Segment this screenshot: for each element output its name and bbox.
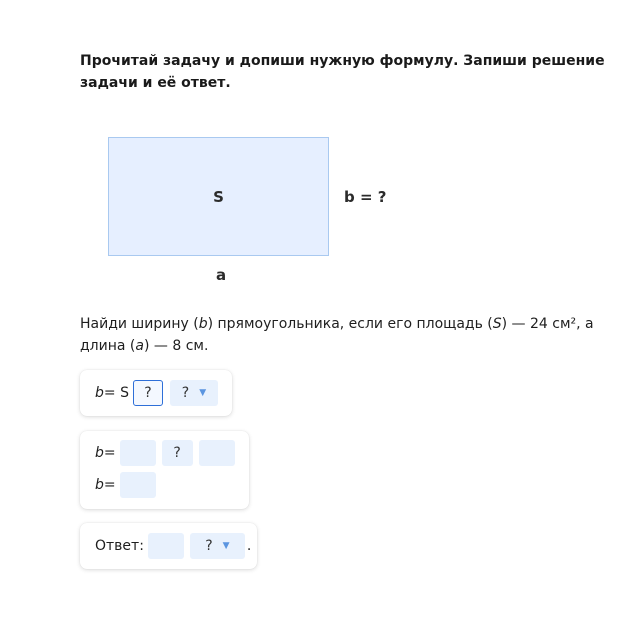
problem-text: ) — 8 см. xyxy=(143,338,209,354)
problem-var-a: a xyxy=(135,338,144,354)
answer-label: Ответ: xyxy=(95,538,144,554)
problem-var-s: S xyxy=(492,316,502,332)
problem-text: ) прямоугольника, если его площадь ( xyxy=(207,316,493,332)
solution-result-input[interactable] xyxy=(120,472,156,498)
chevron-down-icon: ▼ xyxy=(222,541,230,551)
formula-variable-select[interactable] xyxy=(170,380,218,406)
problem-text: ) — 24 см², а длина ( xyxy=(80,316,594,354)
formula-operator-input[interactable] xyxy=(133,380,163,406)
answer-unit-select[interactable] xyxy=(190,533,245,559)
area-label: S xyxy=(213,187,224,206)
solution-operator-input[interactable] xyxy=(162,440,193,466)
chevron-down-icon: ▼ xyxy=(199,388,207,398)
rectangle-shape xyxy=(108,137,329,256)
answer-period: . xyxy=(246,538,252,554)
problem-text: Найди ширину ( xyxy=(80,316,199,332)
answer-unit-value: ? xyxy=(205,538,213,554)
rectangle-figure xyxy=(80,120,480,290)
task-instruction: Прочитай задачу и допиши нужную формулу. Запиши решение задачи и её ответ. xyxy=(80,53,605,91)
problem-statement xyxy=(80,313,610,357)
formula-card xyxy=(80,370,232,416)
formula-eq-s: = S xyxy=(103,385,129,401)
solution-divisor-input[interactable] xyxy=(199,440,235,466)
formula-lhs: b xyxy=(95,385,104,401)
side-a-label: a xyxy=(216,266,227,284)
answer-value-input[interactable] xyxy=(148,533,184,559)
solution-line2-eq: = xyxy=(103,477,116,493)
formula-variable-value: ? xyxy=(181,385,190,401)
solution-operator-value: ? xyxy=(173,445,181,461)
solution-line1-eq: = xyxy=(103,445,116,461)
solution-line2-var: b xyxy=(95,477,104,493)
solution-line1-var: b xyxy=(95,445,104,461)
answer-card xyxy=(80,523,257,569)
side-b-label: b = ? xyxy=(344,188,387,206)
problem-var-b: b xyxy=(198,316,208,332)
formula-operator-value: ? xyxy=(144,385,152,401)
solution-dividend-input[interactable] xyxy=(120,440,156,466)
solution-card xyxy=(80,431,249,509)
